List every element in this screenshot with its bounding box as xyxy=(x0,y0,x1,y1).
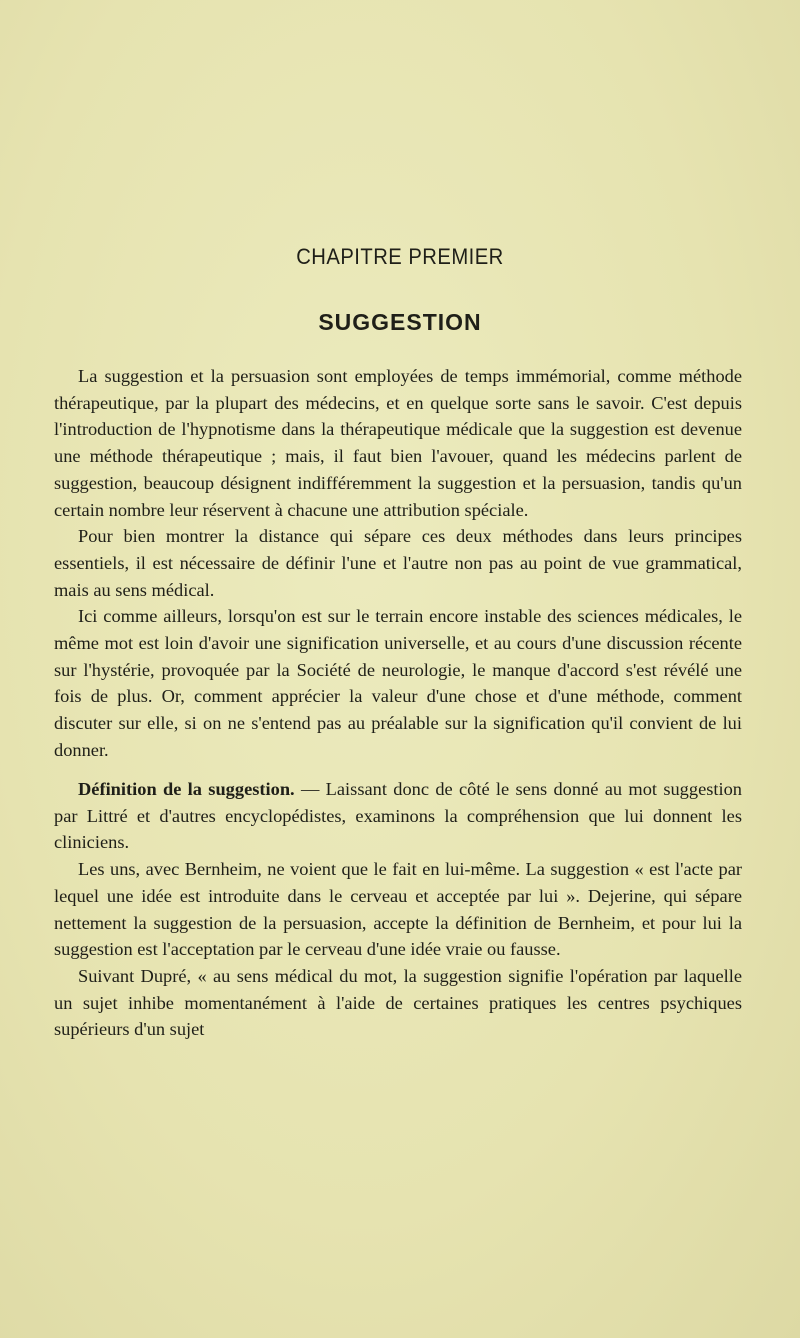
chapter-label: CHAPITRE PREMIER xyxy=(296,244,504,269)
section-intro: — Laissant donc de côté le sens donné au mot suggestion par Littré et d'autres encyclopédistes, examinons la compréhension que lui donnent les cliniciens. xyxy=(54,779,742,853)
paragraph: La suggestion et la persuasion sont employées de temps immémorial, comme méthode thérapeutique, par la plupart des médecins, et en quelque sorte sans le savoir. C'est depuis l'introduction de l'hypnotisme dans la thérapeutique médicale que la suggestion est devenue une méthode thérapeutique ; mais, il faut bien l'avouer, quand les médecins parlent de suggestion, beaucoup désignent indifféremment la suggestion et la persuasion, tandis qu'un certain nombre leur réservent à chacune une attribution spéciale. xyxy=(54,366,742,520)
chapter-title: SUGGESTION xyxy=(318,309,482,335)
definition-section xyxy=(54,776,742,1043)
section-paragraph xyxy=(54,776,742,856)
section-heading: Définition de la suggestion. xyxy=(78,779,295,799)
paragraph: Ici comme ailleurs, lorsqu'on est sur le terrain encore instable des sciences médicales, le même mot est loin d'avoir une signification universelle, et au cours d'une discussion récente sur l'hystérie, provoquée par la Société de neurologie, le manque d'accord s'est révélé une fois de plus. Or, comment apprécier la valeur d'une chose et d'une méthode, comment discuter sur elle, si on ne s'entend pas au préalable sur la signification qu'il convient de lui donner. xyxy=(54,606,742,760)
paragraph: Pour bien montrer la distance qui sépare ces deux méthodes dans leurs principes essentiels, il est nécessaire de définir l'une et l'autre non pas au point de vue grammatical, mais au sens médical. xyxy=(54,526,742,600)
intro-text xyxy=(54,363,742,764)
paragraph: Les uns, avec Bernheim, ne voient que le fait en lui-même. La suggestion « est l'acte par lequel une idée est introduite dans le cerveau et acceptée par lui ». Dejerine, qui sépare nettement la suggestion de la persuasion, accepte la définition de Bernheim, et pour lui la suggestion est l'acceptation par le cerveau d'une idée vraie ou fausse. xyxy=(54,859,742,960)
paragraph: Suivant Dupré, « au sens médical du mot, la suggestion signifie l'opération par laquelle un sujet inhibe momentanément à l'aide de certaines pratiques les centres psychiques supérieurs d'un sujet xyxy=(54,965,742,1040)
